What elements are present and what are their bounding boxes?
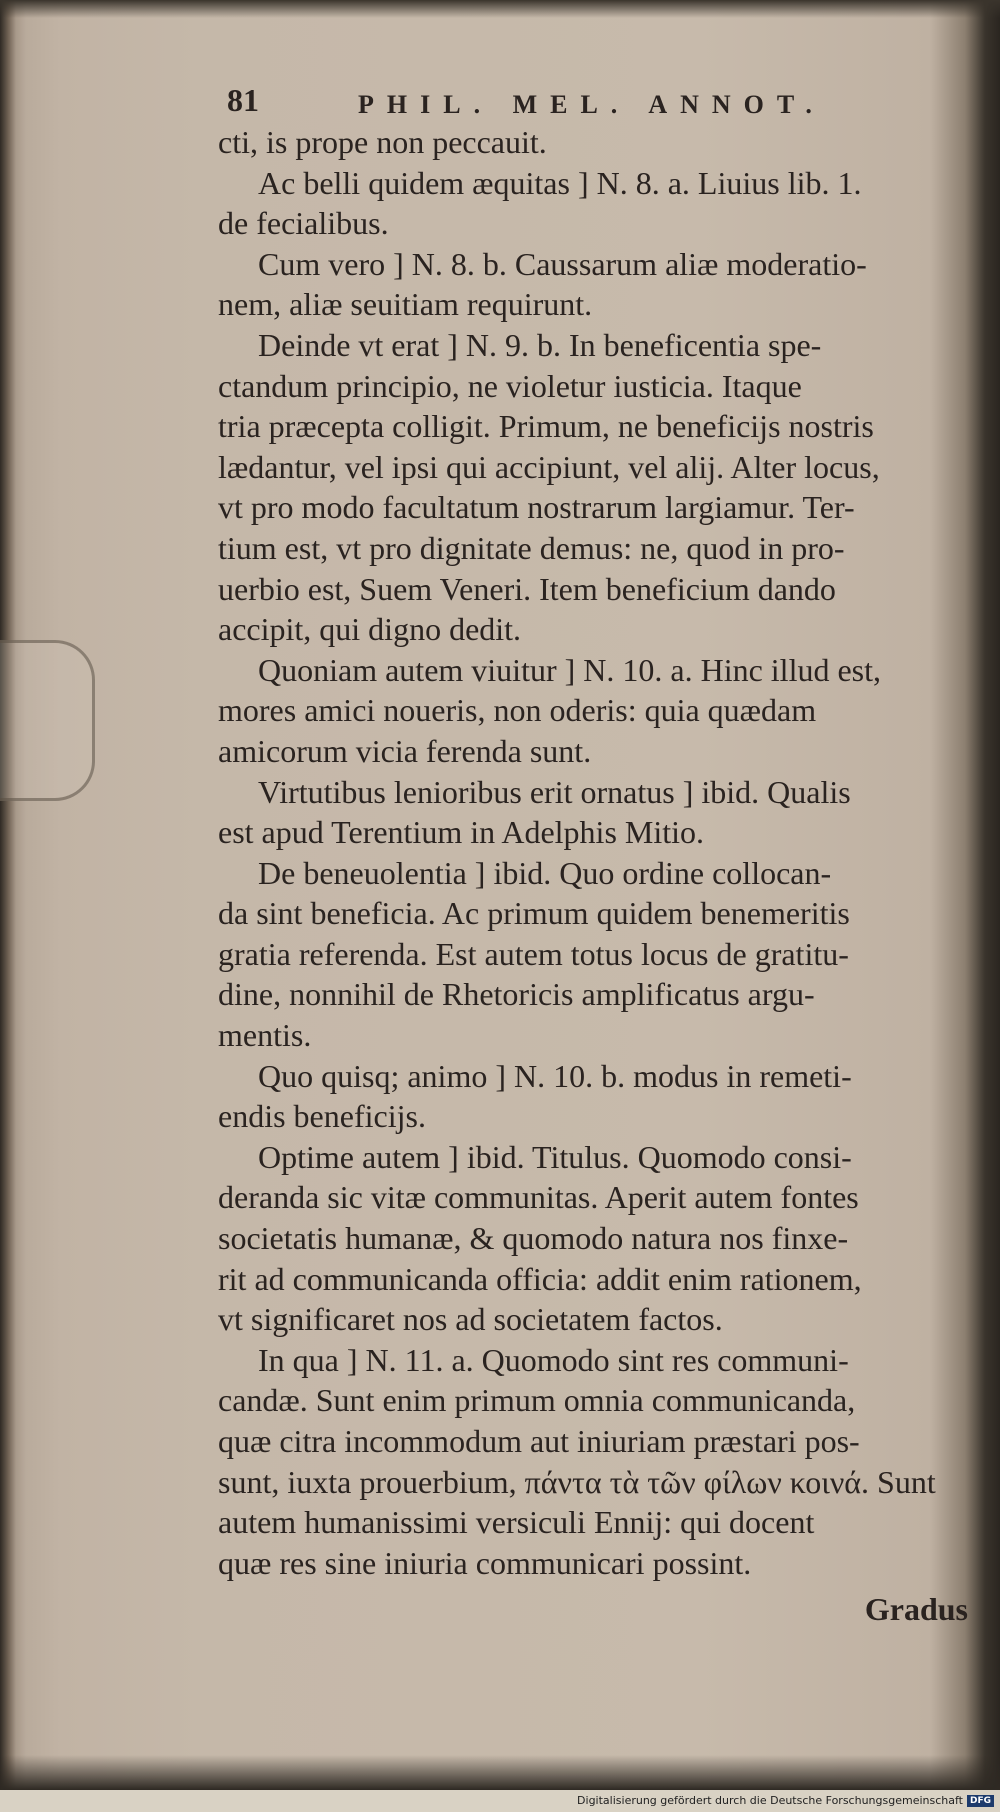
catchword: Gradus	[864, 1591, 968, 1628]
text-line: De beneuolentia ] ibid. Quo ordine collocan-	[258, 854, 832, 891]
text-line: Ac belli quidem æquitas ] N. 8. a. Liuius lib. 1.	[258, 164, 862, 201]
paragraph	[218, 650, 968, 772]
paragraph	[218, 163, 968, 244]
text-line: dine, nonnihil de Rhetoricis amplificatus argu-	[218, 976, 815, 1013]
paragraph	[218, 244, 968, 325]
text-line: mentis.	[218, 1017, 312, 1054]
text-line: endis beneficijs.	[218, 1098, 426, 1135]
text-line: quæ res sine iniuria communicari possint.	[218, 1544, 752, 1581]
text-line: autem humanissimi versiculi Ennij: qui docent	[218, 1504, 815, 1541]
text-line: ctandum principio, ne violetur iusticia. Itaque	[218, 367, 802, 404]
text-line: Deinde vt erat ] N. 9. b. In beneficentia spe-	[258, 326, 822, 363]
book-page	[218, 72, 968, 1628]
text-line: rit ad communicanda officia: addit enim rationem,	[218, 1260, 862, 1297]
text-line: Virtutibus lenioribus erit ornatus ] ibid. Qualis	[258, 773, 851, 810]
text-line: deranda sic vitæ communitas. Aperit autem fontes	[218, 1179, 859, 1216]
text-line: cti, is prope non peccauit.	[218, 124, 547, 160]
text-line: vt pro modo facultatum nostrarum largiamur. Ter-	[218, 489, 855, 526]
text-line: Quo quisq; animo ] N. 10. b. modus in remeti-	[258, 1057, 852, 1094]
text-line: est apud Terentium in Adelphis Mitio.	[218, 814, 705, 851]
page-number: 81	[227, 82, 259, 118]
text-line: tria præcepta colligit. Primum, ne beneficijs nostris	[218, 408, 874, 445]
text-line: lædantur, vel ipsi qui accipiunt, vel alij. Alter locus,	[218, 448, 880, 485]
text-line: de fecialibus.	[218, 205, 389, 242]
text-line: Cum vero ] N. 8. b. Caussarum aliæ moderatio-	[258, 245, 867, 282]
text-line: vt significaret nos ad societatem factos.	[218, 1301, 723, 1338]
bottom-edge-shadow	[0, 1755, 1000, 1790]
text-line: mores amici noueris, non oderis: quia quædam	[218, 692, 817, 729]
top-edge-shadow	[0, 0, 1000, 18]
text-line: nem, aliæ seuitiam requirunt.	[218, 286, 593, 323]
text-line: Quoniam autem viuitur ] N. 10. a. Hinc illud est,	[258, 651, 881, 688]
text-line: tium est, vt pro dignitate demus: ne, quod in pro-	[218, 529, 845, 566]
paragraph	[218, 772, 968, 853]
text-line: uerbio est, Suem Veneri. Item beneficium dando	[218, 570, 836, 607]
text-line: accipit, qui digno dedit.	[218, 611, 522, 648]
text-line: candæ. Sunt enim primum omnia communicanda,	[218, 1382, 856, 1419]
text-line: sunt, iuxta prouerbium, πάντα τὰ τῶν φίλων κοινά. Sunt	[218, 1463, 936, 1500]
running-head: PHIL. MEL. ANNOT.	[358, 90, 825, 119]
text-line: societatis humanæ, & quomodo natura nos finxe-	[218, 1220, 849, 1257]
body-text	[218, 122, 968, 1583]
text-line: da sint beneficia. Ac primum quidem benemeritis	[218, 895, 850, 932]
credit-text: Digitalisierung gefördert durch die Deutsche Forschungsgemeinschaft	[577, 1794, 963, 1807]
book-clasp-mark	[0, 640, 95, 801]
page-header	[218, 72, 968, 122]
paragraph	[218, 853, 968, 1056]
dfg-logo: DFG	[967, 1795, 994, 1807]
paragraph	[218, 1340, 968, 1584]
text-line: In qua ] N. 11. a. Quomodo sint res communi-	[258, 1341, 849, 1378]
paragraph	[218, 325, 968, 650]
paragraph	[218, 122, 968, 163]
text-line: Optime autem ] ibid. Titulus. Quomodo consi-	[258, 1138, 852, 1175]
text-line: amicorum vicia ferenda sunt.	[218, 732, 592, 769]
text-line: quæ citra incommodum aut iniuriam præstari pos-	[218, 1423, 860, 1459]
digitization-credit	[577, 1794, 994, 1807]
paragraph	[218, 1056, 968, 1137]
paragraph	[218, 1137, 968, 1340]
text-line: gratia referenda. Est autem totus locus de gratitu-	[218, 935, 849, 972]
